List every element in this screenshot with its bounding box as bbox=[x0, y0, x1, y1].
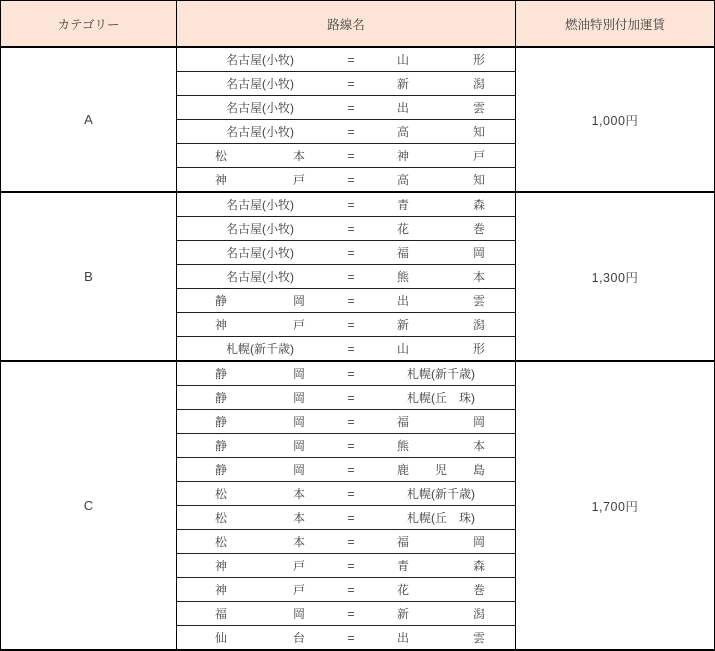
route-list bbox=[176, 193, 516, 360]
route-destination: 青 森 bbox=[397, 559, 485, 574]
route-destination: 札幌(新千歳) bbox=[407, 367, 475, 382]
route-destination: 福 岡 bbox=[397, 535, 485, 550]
route-row bbox=[177, 72, 515, 96]
equals-sign: = bbox=[347, 582, 355, 597]
route-row bbox=[177, 241, 515, 265]
equals-sign: = bbox=[347, 414, 355, 429]
equals-sign: = bbox=[347, 172, 355, 187]
route-origin: 静 岡 bbox=[215, 463, 305, 478]
route-origin: 名古屋(小牧) bbox=[226, 77, 294, 92]
route-destination: 花 巻 bbox=[397, 583, 485, 598]
route-origin: 神 戸 bbox=[215, 559, 305, 574]
route-origin: 神 戸 bbox=[215, 173, 305, 188]
equals-sign: = bbox=[347, 317, 355, 332]
route-destination: 熊 本 bbox=[397, 270, 485, 285]
route-origin: 仙 台 bbox=[215, 631, 305, 646]
equals-sign: = bbox=[347, 293, 355, 308]
route-destination: 出 雲 bbox=[397, 101, 485, 116]
route-row bbox=[177, 120, 515, 144]
route-origin: 名古屋(小牧) bbox=[226, 270, 294, 285]
equals-sign: = bbox=[347, 341, 355, 356]
route-destination: 神 戸 bbox=[397, 149, 485, 164]
route-destination: 札幌(丘 珠) bbox=[407, 511, 475, 526]
route-origin: 松 本 bbox=[215, 149, 305, 164]
route-origin: 静 岡 bbox=[215, 391, 305, 406]
route-list bbox=[176, 48, 516, 191]
route-destination: 新 潟 bbox=[397, 607, 485, 622]
table-header-row bbox=[1, 1, 714, 48]
route-destination: 山 形 bbox=[397, 53, 485, 68]
route-origin: 名古屋(小牧) bbox=[226, 246, 294, 261]
equals-sign: = bbox=[347, 148, 355, 163]
route-row bbox=[177, 337, 515, 360]
route-origin: 静 岡 bbox=[215, 415, 305, 430]
route-origin: 名古屋(小牧) bbox=[226, 101, 294, 116]
header-fuel-surcharge: 燃油特別付加運賃 bbox=[564, 17, 665, 32]
route-row bbox=[177, 289, 515, 313]
equals-sign: = bbox=[347, 124, 355, 139]
equals-sign: = bbox=[347, 534, 355, 549]
equals-sign: = bbox=[347, 558, 355, 573]
header-route-name: 路線名 bbox=[176, 1, 516, 46]
route-origin: 名古屋(小牧) bbox=[226, 125, 294, 140]
category-section bbox=[1, 193, 714, 362]
route-origin: 松 本 bbox=[215, 487, 305, 502]
table-body bbox=[1, 48, 714, 649]
equals-sign: = bbox=[347, 438, 355, 453]
route-destination: 出 雲 bbox=[397, 631, 485, 646]
equals-sign: = bbox=[347, 76, 355, 91]
route-row bbox=[177, 265, 515, 289]
equals-sign: = bbox=[347, 510, 355, 525]
route-destination: 札幌(新千歳) bbox=[407, 487, 475, 502]
route-row bbox=[177, 434, 515, 458]
equals-sign: = bbox=[347, 462, 355, 477]
route-row bbox=[177, 48, 515, 72]
route-row bbox=[177, 217, 515, 241]
route-row bbox=[177, 96, 515, 120]
equals-sign: = bbox=[347, 197, 355, 212]
category-cell: A bbox=[84, 112, 93, 128]
equals-sign: = bbox=[347, 221, 355, 236]
equals-sign: = bbox=[347, 100, 355, 115]
route-destination: 出 雲 bbox=[397, 294, 485, 309]
route-destination: 札幌(丘 珠) bbox=[407, 391, 475, 406]
fare-cell: 1,300円 bbox=[591, 270, 639, 285]
route-row bbox=[177, 168, 515, 191]
route-row bbox=[177, 482, 515, 506]
route-origin: 松 本 bbox=[215, 511, 305, 526]
route-destination: 熊 本 bbox=[397, 439, 485, 454]
fare-cell: 1,700円 bbox=[591, 499, 639, 514]
route-row bbox=[177, 458, 515, 482]
route-row bbox=[177, 554, 515, 578]
route-destination: 鹿 児 島 bbox=[397, 463, 485, 478]
route-origin: 札幌(新千歳) bbox=[226, 342, 294, 357]
equals-sign: = bbox=[347, 390, 355, 405]
route-destination: 新 潟 bbox=[397, 318, 485, 333]
route-row bbox=[177, 144, 515, 168]
route-destination: 高 知 bbox=[397, 173, 485, 188]
category-cell: B bbox=[84, 269, 93, 285]
equals-sign: = bbox=[347, 630, 355, 645]
category-section bbox=[1, 362, 714, 649]
equals-sign: = bbox=[347, 269, 355, 284]
route-row bbox=[177, 386, 515, 410]
fare-cell: 1,000円 bbox=[591, 113, 639, 128]
route-destination: 福 岡 bbox=[397, 415, 485, 430]
route-row bbox=[177, 530, 515, 554]
route-row bbox=[177, 313, 515, 337]
route-row bbox=[177, 506, 515, 530]
route-row bbox=[177, 362, 515, 386]
route-origin: 静 岡 bbox=[215, 294, 305, 309]
route-origin: 福 岡 bbox=[215, 607, 305, 622]
route-destination: 花 巻 bbox=[397, 222, 485, 237]
route-row bbox=[177, 626, 515, 649]
route-list bbox=[176, 362, 516, 649]
route-destination: 山 形 bbox=[397, 342, 485, 357]
equals-sign: = bbox=[347, 52, 355, 67]
equals-sign: = bbox=[347, 606, 355, 621]
route-destination: 高 知 bbox=[397, 125, 485, 140]
equals-sign: = bbox=[347, 366, 355, 381]
route-origin: 名古屋(小牧) bbox=[226, 198, 294, 213]
route-row bbox=[177, 193, 515, 217]
route-origin: 名古屋(小牧) bbox=[226, 222, 294, 237]
route-row bbox=[177, 410, 515, 434]
category-section bbox=[1, 48, 714, 193]
route-origin: 名古屋(小牧) bbox=[226, 53, 294, 68]
route-origin: 神 戸 bbox=[215, 583, 305, 598]
route-row bbox=[177, 578, 515, 602]
route-destination: 青 森 bbox=[397, 198, 485, 213]
route-destination: 福 岡 bbox=[397, 246, 485, 261]
route-destination: 新 潟 bbox=[397, 77, 485, 92]
category-cell: C bbox=[83, 498, 94, 514]
route-origin: 静 岡 bbox=[215, 367, 305, 382]
route-origin: 松 本 bbox=[215, 535, 305, 550]
equals-sign: = bbox=[347, 245, 355, 260]
equals-sign: = bbox=[347, 486, 355, 501]
header-category: カテゴリー bbox=[57, 17, 120, 32]
route-row bbox=[177, 602, 515, 626]
route-origin: 静 岡 bbox=[215, 439, 305, 454]
route-origin: 神 戸 bbox=[215, 318, 305, 333]
